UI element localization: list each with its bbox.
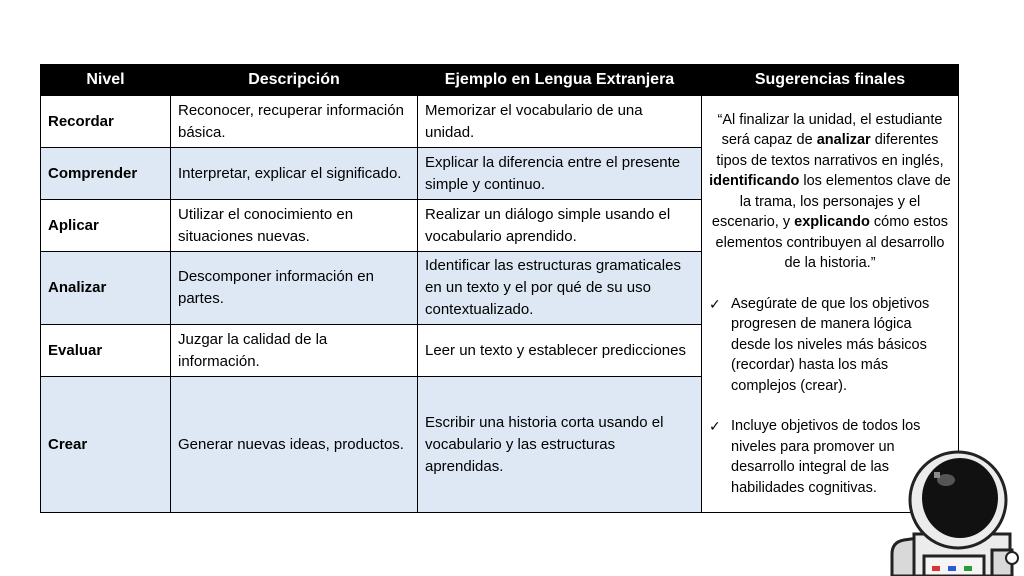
- quote-keyword: analizar: [816, 132, 871, 149]
- header-ejemplo: Ejemplo en Lengua Extranjera: [418, 65, 702, 96]
- description-cell: Generar nuevas ideas, productos.: [171, 377, 418, 513]
- example-cell: Escribir una historia corta usando el vocabulario y las estructuras aprendidas.: [418, 377, 702, 513]
- description-cell: Descomponer información en partes.: [171, 252, 418, 325]
- quote-keyword: identificando: [709, 173, 800, 190]
- description-cell: Utilizar el conocimiento en situaciones nuevas.: [171, 200, 418, 252]
- quote-text: “Al finalizar la unidad, el estudiante será capaz de: [717, 111, 943, 149]
- header-sugerencias: Sugerencias finales: [702, 65, 959, 96]
- description-cell: Interpretar, explicar el significado.: [171, 148, 418, 200]
- quote-keyword: explicando: [794, 214, 870, 231]
- list-item: [709, 294, 951, 397]
- header-nivel: Nivel: [41, 65, 171, 96]
- level-cell: Evaluar: [41, 325, 171, 377]
- description-cell: Reconocer, recuperar información básica.: [171, 96, 418, 148]
- objective-quote: [709, 110, 951, 274]
- level-cell: Comprender: [41, 148, 171, 200]
- table-row: [41, 96, 959, 148]
- description-cell: Juzgar la calidad de la información.: [171, 325, 418, 377]
- table-header-row: [41, 65, 959, 96]
- checkmark-icon: ✓: [709, 418, 721, 435]
- example-cell: Realizar un diálogo simple usando el vocabulario aprendido.: [418, 200, 702, 252]
- astronaut-icon: [888, 446, 1024, 576]
- level-cell: Aplicar: [41, 200, 171, 252]
- quote-text: diferentes tipos de textos narrativos en inglés,: [716, 132, 944, 169]
- header-descripcion: Descripción: [171, 65, 418, 96]
- quote-text: cómo estos elementos contribuyen al desarrollo de la historia.”: [715, 214, 949, 272]
- level-cell: Crear: [41, 377, 171, 513]
- bloom-taxonomy-table: [40, 64, 959, 513]
- quote-text: los elementos clave de la trama, los personajes y el escenario, y: [711, 173, 951, 231]
- checkmark-icon: ✓: [709, 295, 721, 312]
- level-cell: Analizar: [41, 252, 171, 325]
- example-cell: Leer un texto y establecer predicciones: [418, 325, 702, 377]
- example-cell: Explicar la diferencia entre el presente simple y continuo.: [418, 148, 702, 200]
- example-cell: Identificar las estructuras gramaticales en un texto y el por qué de su uso contextualizado.: [418, 252, 702, 325]
- suggestion-text: Asegúrate de que los objetivos progresen de manera lógica desde los niveles más básicos (recordar) hasta los más complejos (crear).: [731, 295, 930, 394]
- level-cell: Recordar: [41, 96, 171, 148]
- suggestion-text: Incluye objetivos de todos los niveles para promover un desarrollo integral de las habilidades cognitivas.: [731, 418, 921, 496]
- example-cell: Memorizar el vocabulario de una unidad.: [418, 96, 702, 148]
